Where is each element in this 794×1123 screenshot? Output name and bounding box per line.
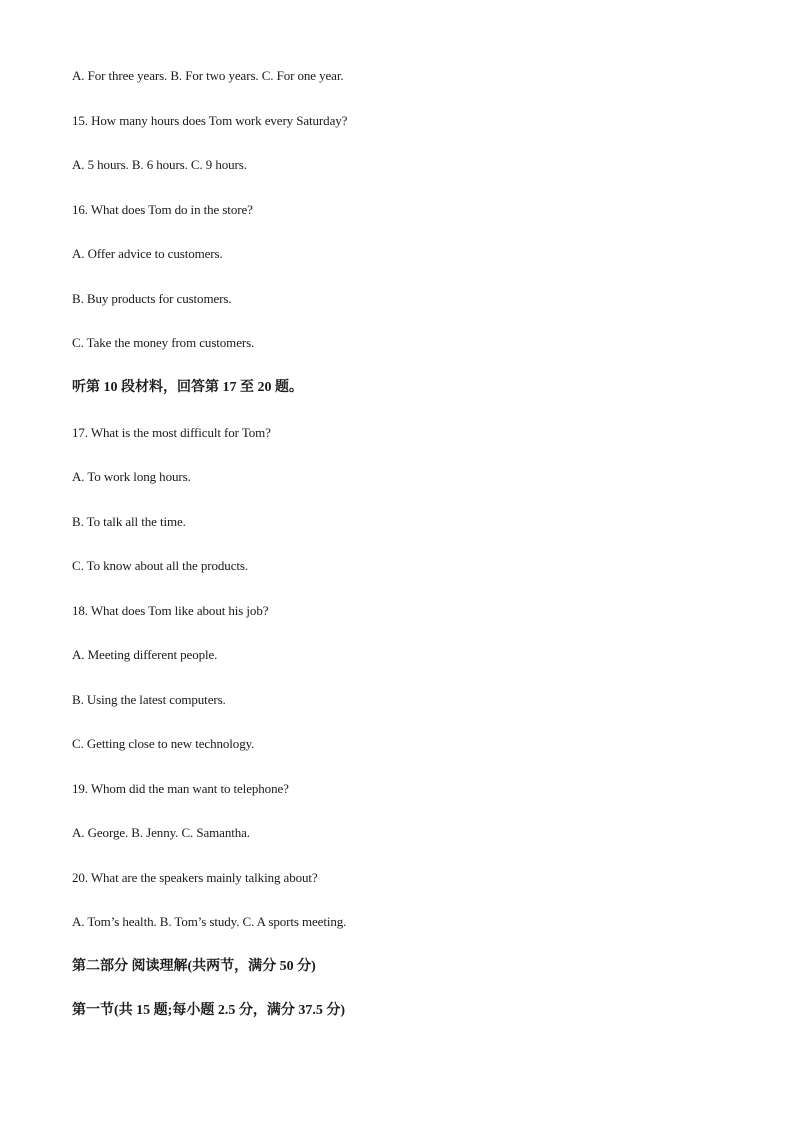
section1-heading: 第一节(共 15 题;每小题 2.5 分，满分 37.5 分)	[72, 1003, 345, 1018]
q18-question: 18. What does Tom like about his job?	[72, 603, 269, 618]
q18-option-c: C. Getting close to new technology.	[72, 736, 255, 751]
q15-question: 15. How many hours does Tom work every Saturday?	[72, 113, 348, 128]
q19-options: A. George. B. Jenny. C. Samantha.	[72, 825, 250, 840]
q20-options: A. Tom’s health. B. Tom’s study. C. A sports meeting.	[72, 914, 347, 929]
q19-question: 19. Whom did the man want to telephone?	[72, 781, 289, 796]
q16-question: 16. What does Tom do in the store?	[72, 202, 253, 217]
q20-question: 20. What are the speakers mainly talking about?	[72, 870, 318, 885]
q16-option-c: C. Take the money from customers.	[72, 335, 255, 350]
q16-option-b: B. Buy products for customers.	[72, 291, 232, 306]
q17-option-c: C. To know about all the products.	[72, 558, 248, 573]
section-10-instruction: 听第 10 段材料，回答第 17 至 20 题。	[72, 380, 303, 395]
part2-heading: 第二部分 阅读理解(共两节，满分 50 分)	[72, 959, 316, 974]
q17-option-a: A. To work long hours.	[72, 469, 191, 484]
q18-option-b: B. Using the latest computers.	[72, 692, 226, 707]
q16-option-a: A. Offer advice to customers.	[72, 246, 223, 261]
q15-options: A. 5 hours. B. 6 hours. C. 9 hours.	[72, 157, 247, 172]
q17-option-b: B. To talk all the time.	[72, 514, 186, 529]
q18-option-a: A. Meeting different people.	[72, 647, 218, 662]
q17-question: 17. What is the most difficult for Tom?	[72, 425, 271, 440]
q14-options: A. For three years. B. For two years. C. For one year.	[72, 68, 344, 83]
